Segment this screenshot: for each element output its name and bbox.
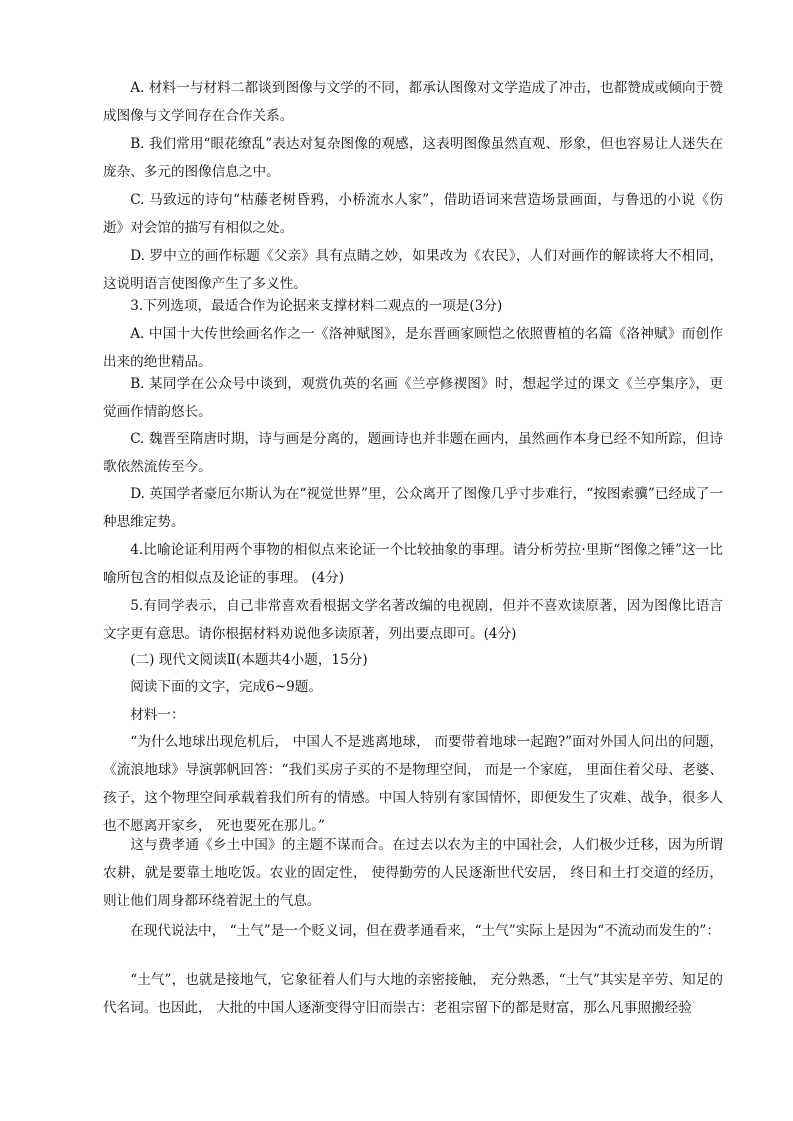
option-a-text: A. 材料一与材料二都谈到图像与文学的不同，都承认图像对文学造成了冲击，也都赞成或倾向于赞成图像与文学间存在合作关系。 [103, 80, 723, 124]
passage-paragraph-2: 这与费孝通《乡土中国》的主题不谋而合。在过去以农为主的中国社会，人们极少迁移，因为所谓农耕，就是要靠土地吃饭。农业的固定性， 使得勤劳的人民逐渐世代安居， 终日和土打交道的经历，则让他们周身都环绕着泥土的气息。 [103, 837, 723, 909]
question-4: 4.比喻论证利用两个事物的相似点来论证一个比较抽象的事理。请分析劳拉·里斯“图像之锤”这一比喻所包含的相似点及论证的事理。 (4分) [103, 542, 723, 586]
q3-option-a: A. 中国十大传世绘画名作之一《洛神赋图》，是东晋画家顾恺之依照曹植的名篇《洛神赋》而创作出来的绝世精品。 [103, 326, 723, 370]
option-b-text: B. 我们常用“眼花缭乱”表达对复杂图像的观感，这表明图像虽然直观、形象，但也容易让人迷失在庞杂、多元的图像信息之中。 [103, 136, 723, 180]
option-c-text: C. 马致远的诗句“枯藤老树昏鸦，小桥流水人家”，借助语词来营造场景画面，与鲁迅的小说《伤逝》对会馆的描写有相似之处。 [103, 192, 723, 236]
question-3: 3.下列选项，最适合作为论据来支撑材料二观点的一项是(3分) [130, 298, 503, 314]
passage-paragraph-3: 在现代说法中， “土气”是一个贬义词，但在费孝通看来，“土气”实际上是因为“不流动而发生的”： [130, 923, 720, 939]
question-5: 5.有同学表示，自己非常喜欢看根据文学名著改编的电视剧，但并不喜欢读原著，因为图像比语言文字更有意思。请你根据材料劝说他多读原著，列出要点即可。(4分) [103, 598, 723, 642]
material-label: 材料一： [130, 707, 185, 723]
passage-paragraph-1: “为什么地球出现危机后， 中国人不是逃离地球， 而要带着地球一起跑?”面对外国人问出的问题，《流浪地球》导演郭帆回答：“我们买房子买的不是物理空间， 而是一个家庭， 里面住着父母、老婆、孩子，这个物理空间承载着我们所有的情感。中国人特别有家国情怀，即便发生了灾难、战争，很多人也不愿离开家乡， 死也要死在那儿。” [103, 734, 723, 834]
q3-option-d: D. 英国学者豪厄尔斯认为在“视觉世界”里，公众离开了图像几乎寸步难行，“按图索骥”已经成了一种思维定势。 [103, 486, 723, 530]
option-d-text: D. 罗中立的画作标题《父亲》具有点睛之妙，如果改为《农民》，人们对画作的解读将大不相同，这说明语言使图像产生了多义性。 [103, 248, 723, 292]
reading-instruction: 阅读下面的文字，完成6~9题。 [130, 679, 322, 695]
section-heading: (二) 现代文阅读Ⅱ(本题共4小题，15分) [130, 652, 368, 668]
passage-paragraph-4: “土气”，也就是接地气，它象征着人们与大地的亲密接触， 充分熟悉，“土气”其实是辛劳、知足的代名词。也因此， 大批的中国人逐渐变得守旧而崇古：老祖宗留下的都是财富，那么凡事照搬经验 [103, 972, 723, 1016]
q3-option-b: B. 某同学在公众号中谈到，观赏仇英的名画《兰亭修禊图》时，想起学过的课文《兰亭集序》，更觉画作情韵悠长。 [103, 376, 723, 420]
q3-option-c: C. 魏晋至隋唐时期，诗与画是分离的，题画诗也并非题在画内，虽然画作本身已经不知所踪，但诗歌依然流传至今。 [103, 431, 723, 475]
